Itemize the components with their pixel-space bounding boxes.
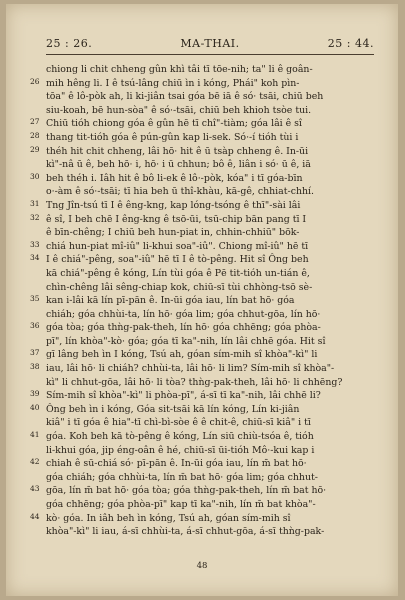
text-line [30, 348, 376, 362]
verse-number: 27 [30, 117, 40, 127]
line-text: o·-àm ê só·-tsāi; tī hia beh ū thî-khàu, kā-gê, chhiat-chhí. [46, 186, 315, 198]
text-line [30, 240, 376, 254]
line-text: Chiū tióh chiong góa ê gûn hē tī chî"-tiàm; góa lâi ê sî [46, 118, 302, 130]
line-text: mih hêng li. I ê tsú-lâng chiū ìn i kóng, Phái" koh pìn- [46, 77, 300, 89]
verse-number: 42 [30, 457, 40, 467]
text-line [30, 525, 376, 539]
text-line [30, 185, 376, 199]
verse-number: 33 [30, 239, 40, 249]
line-text: thang tit-tióh góa ê pún-gûn kap li-sek. Só·-í tióh tùi i [46, 131, 299, 143]
line-text: chiah ê sū-chiá só· pī-pān ê. In-ūi góa iau, lín m̄ bat hō· [46, 458, 307, 470]
text-line [30, 512, 376, 526]
verse-number: 40 [30, 402, 40, 412]
verse-number: 44 [30, 511, 40, 521]
line-text: ê bīn-chêng; I chiū beh hun-piat in, chhin-chhiū" bōk- [46, 227, 300, 239]
verse-number: 32 [30, 212, 40, 222]
line-text: kò· góa. In iâh beh ìn kóng, Tsú ah, góan sím-mih sî [46, 512, 291, 524]
line-text: siu-koah, bē hun-sòa" ê só·-tsāi, chiū beh khioh tsòe tui. [46, 104, 312, 116]
verse-number: 31 [30, 198, 40, 208]
header-rule [46, 54, 374, 55]
verse-number: 37 [30, 348, 40, 358]
text-line [30, 335, 376, 349]
text-line [30, 362, 376, 376]
text-line [30, 131, 376, 145]
text-line [30, 471, 376, 485]
line-text: Ông beh ìn i kóng, Góa sit-tsāi kā lín kóng, Lín ki-jiân [46, 403, 300, 415]
line-text: khòa"-kì" li iau, á-sī chhùi-ta, á-sī chhut-gōa, á-sī thǹg-pak- [46, 526, 325, 538]
text-line [30, 199, 376, 213]
text-line [30, 484, 376, 498]
text-line [30, 77, 376, 91]
line-text: I ê chiá"-pêng, soa"-iû" hē tī I ê tò-pêng. Hit sî Ông beh [46, 254, 309, 266]
verse-number: 43 [30, 484, 40, 494]
line-text: góa. Koh beh kā tò-pêng ê kóng, Lín siū chiù-tsóa ê, tióh [46, 431, 314, 443]
text-line [30, 376, 376, 390]
text-line [30, 145, 376, 159]
line-text: Sím-mih sî khòa"-kì" li phòa-pī", á-sī tī ka"-nih, lâi chhē li? [46, 390, 321, 402]
page-number: 48 [196, 561, 208, 571]
verse-number: 29 [30, 144, 40, 154]
scripture-text [30, 63, 376, 539]
text-line [30, 416, 376, 430]
line-text: pī", lín khòa"-kò· góa; góa tī ka"-nih, lín lâi chhē góa. Hit sî [46, 335, 326, 347]
line-text: kan i-lâi kā lín pī-pān ê. In-ūi góa iau, lín bat hō· góa [46, 295, 295, 307]
text-line [30, 294, 376, 308]
line-text: Tng Jîn-tsú tī I ê êng-kng, kap lóng-tsóng ê thī"-sài lâi [46, 199, 301, 211]
line-text: chiáh; góa chhùi-ta, lín hō· góa lim; góa chhut-gōa, lín hō· [46, 308, 321, 320]
line-text: kì" li chhut-gōa, lâi hō· li tòa? thǹg-pak-theh, lâi hō· li chhēng? [46, 376, 343, 388]
verse-number: 35 [30, 294, 40, 304]
line-text: gī lâng beh ìn I kóng, Tsú ah, góan sím-mih sî khòa"-kì" li [46, 349, 318, 361]
text-line [30, 226, 376, 240]
verse-number: 38 [30, 362, 40, 372]
text-line [30, 104, 376, 118]
text-line [30, 172, 376, 186]
line-text: iau, lâi hō· li chiáh? chhùi-ta, lâi hō· li lim? Sím-mih sî khòa"- [46, 363, 335, 375]
text-line [30, 403, 376, 417]
line-text: kì"-nâ ū ê, beh hō· i, hō· i ū chhun; bô ê, liân i só· ū ê, iā [46, 159, 311, 171]
line-text: gōa, lín m̄ bat hō· góa tòa; góa thǹg-pak-theh, lín m̄ bat hō· [46, 485, 327, 497]
text-line [30, 267, 376, 281]
text-line [30, 308, 376, 322]
text-line [30, 158, 376, 172]
text-line [30, 117, 376, 131]
line-text: li-khui góa, jip éng-oân ê hé, chiū-sī ūi-tióh Mô·-kui kap i [46, 444, 315, 456]
text-line [30, 444, 376, 458]
verse-number: 36 [30, 321, 40, 331]
line-text: théh hit chit chheng, lâi hō· hit ê ū tsàp chheng ê. In-ūi [46, 145, 309, 157]
line-text: kiâ" i tī góa ê hia"-tī chì-bì-sòe ê ê chit-ê, chiū-sī kiâ" i tī [46, 417, 311, 429]
header-chapter-end: 25 : 44. [327, 37, 374, 50]
line-text: ê sî, I beh chē I êng-kng ê tsō-ūi, tsū-chip bān pang tī I [46, 213, 307, 225]
text-line [30, 457, 376, 471]
line-text: chiong li chit chheng gûn khì tâi tī tōe-nih; ta" li ê goân- [46, 64, 313, 75]
verse-number: 41 [30, 430, 40, 440]
text-line [30, 63, 376, 77]
line-text: góa tòa; góa thǹg-pak-theh, lín hō· góa chhēng; góa phòa- [46, 322, 321, 334]
text-line [30, 430, 376, 444]
verse-number: 28 [30, 130, 40, 140]
line-text: kā chiá"-pêng ê kóng, Lín tùi góa ê Pē tit-tióh un-tián ê, [46, 267, 310, 279]
line-text: tōa" ê lô-pòk ah, li ki-jiân tsai góa bē iā ê só· tsāi, chiū beh [46, 91, 324, 103]
text-line [30, 281, 376, 295]
verse-number: 26 [30, 76, 40, 86]
verse-number: 39 [30, 389, 40, 399]
line-text: beh théh i. Iâh hit ê bô li-ek ê lô·-pòk, kóa" i tī góa-bīn [46, 172, 303, 184]
line-text: chìn-chêng lâi sêng-chiap kok, chiū-sī tùi chhòng-tsō sè- [46, 281, 313, 293]
verse-number: 30 [30, 171, 40, 181]
line-text: chiá hun-piat mî-iû" li-khui soa"-iû". Chiong mî-iû" hē tī [46, 240, 309, 252]
text-line [30, 389, 376, 403]
running-header [46, 37, 374, 51]
text-line [30, 90, 376, 104]
text-line [30, 253, 376, 267]
book-page [6, 4, 398, 596]
line-text: góa chiáh; góa chhùi-ta, lín m̄ bat hō· góa lim; góa chhut- [46, 471, 318, 483]
header-chapter-start: 25 : 26. [46, 37, 93, 50]
header-book-title: MA-THAI. [180, 37, 240, 50]
text-line [30, 213, 376, 227]
text-line [30, 321, 376, 335]
line-text: góa chhēng; góa phòa-pī" kap tī ka"-nih, lín m̄ bat khòa"- [46, 499, 316, 510]
text-line [30, 498, 376, 512]
verse-number: 34 [30, 253, 40, 263]
